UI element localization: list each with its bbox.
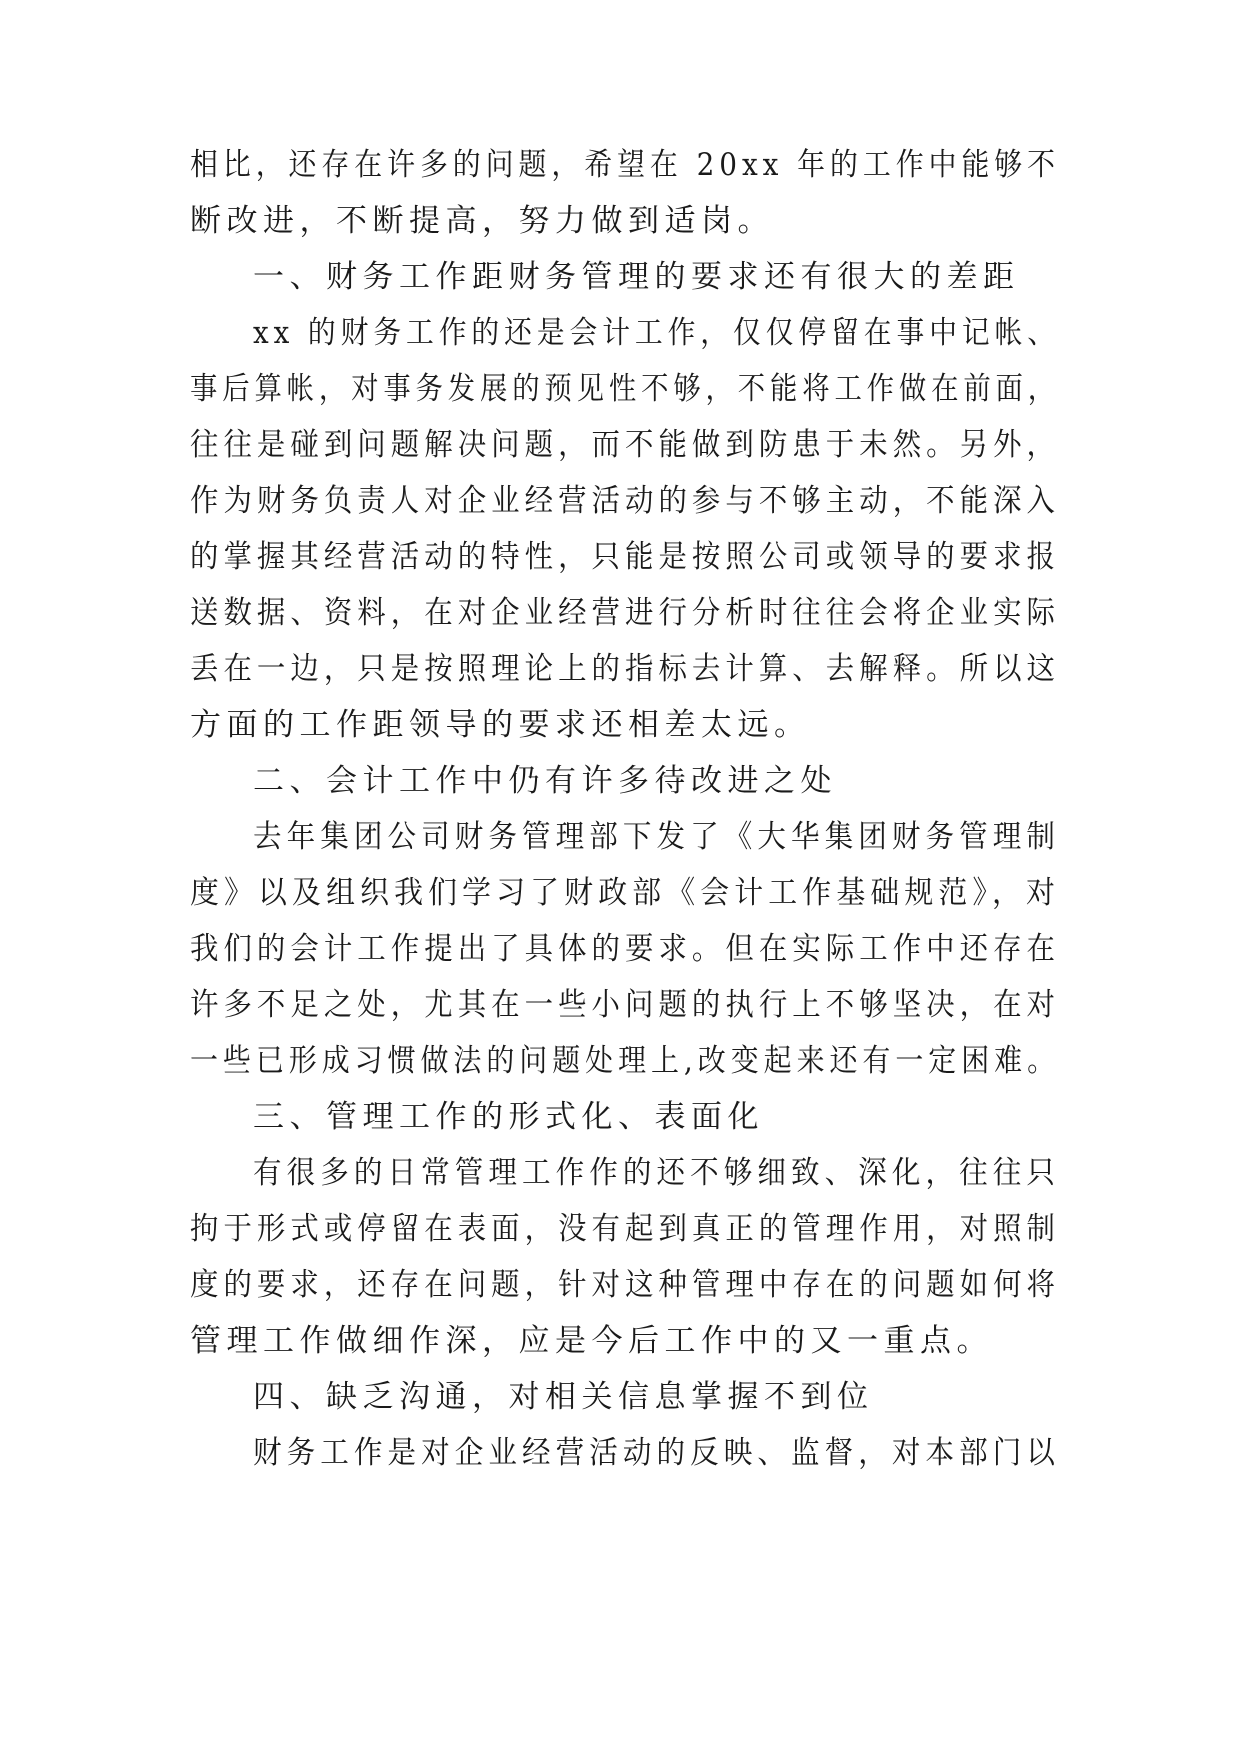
section-heading: 二、会计工作中仍有许多待改进之处: [253, 763, 837, 799]
text-line: 的掌握其经营活动的特性，只能是按照公司或领导的要求报: [190, 539, 1060, 575]
text-line: 许多不足之处，尤其在一些小问题的执行上不够坚决，在对: [190, 987, 1060, 1023]
text-line: 作为财务负责人对企业经营活动的参与不够主动，不能深入: [190, 483, 1060, 519]
text-line: 事后算帐，对事务发展的预见性不够，不能将工作做在前面，: [190, 371, 1060, 407]
text-line: 去年集团公司财务管理部下发了《大华集团财务管理制: [253, 819, 1060, 855]
text-line: 财务工作是对企业经营活动的反映、监督，对本部门以: [253, 1435, 1060, 1471]
text-line: 我们的会计工作提出了具体的要求。但在实际工作中还存在: [190, 931, 1060, 967]
section-heading: 四、缺乏沟通，对相关信息掌握不到位: [253, 1379, 874, 1415]
text-line: 度的要求，还存在问题，针对这种管理中存在的问题如何将: [190, 1267, 1060, 1303]
text-line: xx 的财务工作的还是会计工作，仅仅停留在事中记帐、: [253, 315, 1060, 351]
text-line: 相比，还存在许多的问题，希望在 20xx 年的工作中能够不: [190, 147, 1060, 183]
text-line: 度》以及组织我们学习了财政部《会计工作基础规范》，对: [190, 875, 1060, 911]
text-line: 送数据、资料，在对企业经营进行分析时往往会将企业实际: [190, 595, 1060, 631]
text-line: 一些已形成习惯做法的问题处理上,改变起来还有一定困难。: [190, 1043, 1060, 1079]
text-line: 方面的工作距领导的要求还相差太远。: [190, 707, 811, 743]
text-line: 拘于形式或停留在表面，没有起到真正的管理作用，对照制: [190, 1211, 1060, 1247]
text-line: 丢在一边，只是按照理论上的指标去计算、去解释。所以这: [190, 651, 1060, 687]
text-line: 往往是碰到问题解决问题，而不能做到防患于未然。另外，: [190, 427, 1060, 463]
text-line: 断改进，不断提高，努力做到适岗。: [190, 203, 774, 239]
text-line: 管理工作做细作深，应是今后工作中的又一重点。: [190, 1323, 993, 1359]
text-line: 有很多的日常管理工作作的还不够细致、深化，往往只: [253, 1155, 1060, 1191]
section-heading: 一、财务工作距财务管理的要求还有很大的差距: [253, 259, 1020, 295]
section-heading: 三、管理工作的形式化、表面化: [253, 1099, 764, 1135]
